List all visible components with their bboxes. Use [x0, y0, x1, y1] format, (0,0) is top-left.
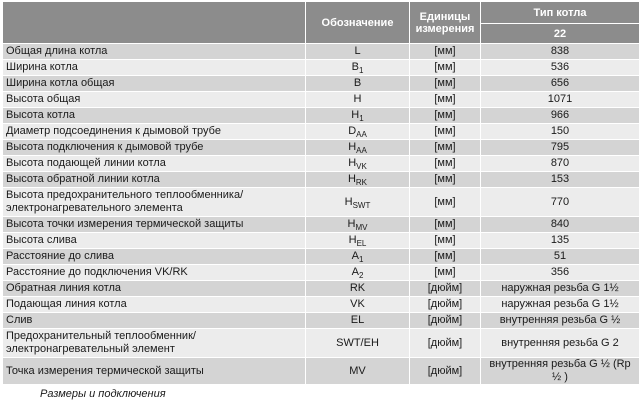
- row-value: 795: [481, 140, 640, 156]
- row-designation: [306, 297, 410, 313]
- row-unit: [дюйм]: [410, 358, 481, 385]
- designation-symbol: B: [351, 61, 359, 73]
- row-unit: [мм]: [410, 172, 481, 188]
- table-row: [3, 297, 640, 313]
- row-value: 536: [481, 60, 640, 76]
- row-parameter: Высота подающей линии котла: [3, 156, 306, 172]
- row-designation: [306, 265, 410, 281]
- designation-symbol: EL: [350, 314, 365, 326]
- row-designation: [306, 233, 410, 249]
- row-value: 51: [481, 249, 640, 265]
- row-designation: [306, 172, 410, 188]
- row-value: наружная резьба G 1½: [481, 297, 640, 313]
- row-value: 135: [481, 233, 640, 249]
- row-value: 870: [481, 156, 640, 172]
- designation-symbol: H: [344, 195, 353, 208]
- table-row: [3, 313, 640, 329]
- table-caption: Размеры и подключения: [40, 388, 166, 400]
- row-value: 356: [481, 265, 640, 281]
- header-parameter-cell: [3, 2, 306, 44]
- row-designation: [306, 329, 410, 358]
- row-parameter: Общая длина котла: [3, 44, 306, 60]
- row-unit: [мм]: [410, 217, 481, 233]
- row-unit: [дюйм]: [410, 281, 481, 297]
- designation-symbol: H: [347, 218, 356, 230]
- header-designation: Обозначение: [306, 2, 410, 44]
- row-value: 1071: [481, 92, 640, 108]
- table-row: [3, 156, 640, 172]
- row-unit: [мм]: [410, 249, 481, 265]
- table-row: [3, 265, 640, 281]
- row-parameter: Расстояние до слива: [3, 249, 306, 265]
- row-designation: [306, 156, 410, 172]
- row-parameter: Точка измерения термической защиты: [3, 358, 306, 385]
- designation-symbol: H: [351, 109, 360, 121]
- table-row: [3, 281, 640, 297]
- row-value: 153: [481, 172, 640, 188]
- header-model: 22: [481, 24, 640, 44]
- row-designation: [306, 124, 410, 140]
- row-parameter: Высота обратной линии котла: [3, 172, 306, 188]
- row-unit: [дюйм]: [410, 313, 481, 329]
- row-unit: [мм]: [410, 140, 481, 156]
- designation-subscript: 1: [358, 66, 364, 76]
- row-unit: [мм]: [410, 76, 481, 92]
- header-boiler-type: Тип котла: [481, 2, 640, 24]
- row-unit: [мм]: [410, 44, 481, 60]
- table-row: [3, 217, 640, 233]
- row-value: 840: [481, 217, 640, 233]
- designation-subscript: EL: [356, 239, 367, 249]
- row-value: внутренняя резьба G ½ (Rp ½ ): [481, 358, 640, 385]
- row-value: 770: [481, 188, 640, 217]
- dimensions-table: [2, 1, 640, 385]
- designation-subscript: 1: [359, 114, 364, 124]
- designation-subscript: AA: [356, 130, 367, 140]
- row-unit: [дюйм]: [410, 329, 481, 358]
- designation-symbol: A: [351, 250, 359, 262]
- row-value: наружная резьба G 1½: [481, 281, 640, 297]
- row-parameter: Расстояние до подключения VK/RK: [3, 265, 306, 281]
- row-unit: [мм]: [410, 265, 481, 281]
- row-designation: [306, 44, 410, 60]
- designation-symbol: H: [348, 234, 357, 246]
- row-unit: [мм]: [410, 188, 481, 217]
- row-parameter: Высота общая: [3, 92, 306, 108]
- designation-subscript: AA: [356, 146, 367, 156]
- designation-symbol: D: [348, 125, 357, 137]
- designation-symbol: A: [351, 266, 359, 278]
- designation-symbol: H: [348, 141, 357, 153]
- row-designation: [306, 313, 410, 329]
- row-unit: [мм]: [410, 108, 481, 124]
- designation-subscript: VK: [356, 162, 367, 172]
- row-unit: [мм]: [410, 156, 481, 172]
- table-row: [3, 76, 640, 92]
- row-value: 656: [481, 76, 640, 92]
- row-designation: [306, 92, 410, 108]
- row-parameter: Высота точки измерения термической защиты: [3, 217, 306, 233]
- row-designation: [306, 60, 410, 76]
- row-unit: [мм]: [410, 233, 481, 249]
- row-value: внутренняя резьба G 2: [481, 329, 640, 358]
- table-row: [3, 329, 640, 358]
- designation-symbol: VK: [350, 298, 365, 310]
- row-designation: [306, 217, 410, 233]
- table-row: [3, 358, 640, 385]
- row-unit: [мм]: [410, 124, 481, 140]
- row-parameter: Слив: [3, 313, 306, 329]
- header-units: Единицы измерения: [410, 2, 481, 44]
- designation-subscript: RK: [355, 178, 368, 188]
- row-designation: [306, 188, 410, 217]
- table-row: [3, 44, 640, 60]
- row-value: внутренняя резьба G ½: [481, 313, 640, 329]
- table-row: [3, 92, 640, 108]
- row-designation: [306, 140, 410, 156]
- table-row: [3, 108, 640, 124]
- row-parameter: Высота подключения к дымовой трубе: [3, 140, 306, 156]
- row-parameter: Подающая линия котла: [3, 297, 306, 313]
- table-row: [3, 60, 640, 76]
- table-row: [3, 249, 640, 265]
- designation-symbol: MV: [349, 364, 366, 377]
- designation-symbol: L: [354, 45, 361, 57]
- row-parameter: Высота котла: [3, 108, 306, 124]
- table-body: [3, 44, 640, 385]
- row-value: 150: [481, 124, 640, 140]
- designation-subscript: 1: [358, 255, 364, 265]
- designation-symbol: SWT/EH: [336, 336, 379, 349]
- row-unit: [мм]: [410, 60, 481, 76]
- row-designation: [306, 76, 410, 92]
- row-designation: [306, 358, 410, 385]
- designation-symbol: B: [353, 77, 362, 89]
- table-row: [3, 140, 640, 156]
- row-unit: [мм]: [410, 92, 481, 108]
- row-designation: [306, 249, 410, 265]
- row-parameter: Обратная линия котла: [3, 281, 306, 297]
- row-parameter: Предохранительный теплообменник/электронагревательный элемент: [3, 329, 306, 358]
- row-designation: [306, 108, 410, 124]
- designation-subscript: SWT: [352, 200, 371, 210]
- row-parameter: Высота предохранительного теплообменника/ электронагревательного элемента: [3, 188, 306, 217]
- designation-subscript: 2: [358, 271, 364, 281]
- row-parameter: Ширина котла общая: [3, 76, 306, 92]
- designation-symbol: H: [353, 93, 362, 105]
- table-row: [3, 124, 640, 140]
- designation-symbol: H: [348, 157, 357, 169]
- row-parameter: Высота слива: [3, 233, 306, 249]
- designation-symbol: RK: [349, 282, 366, 294]
- designation-subscript: MV: [355, 223, 368, 233]
- table-row: [3, 188, 640, 217]
- row-parameter: Диаметр подсоединения к дымовой трубе: [3, 124, 306, 140]
- designation-symbol: H: [347, 173, 356, 185]
- row-designation: [306, 281, 410, 297]
- table-row: [3, 233, 640, 249]
- row-value: 966: [481, 108, 640, 124]
- table-row: [3, 172, 640, 188]
- row-value: 838: [481, 44, 640, 60]
- row-parameter: Ширина котла: [3, 60, 306, 76]
- row-unit: [дюйм]: [410, 297, 481, 313]
